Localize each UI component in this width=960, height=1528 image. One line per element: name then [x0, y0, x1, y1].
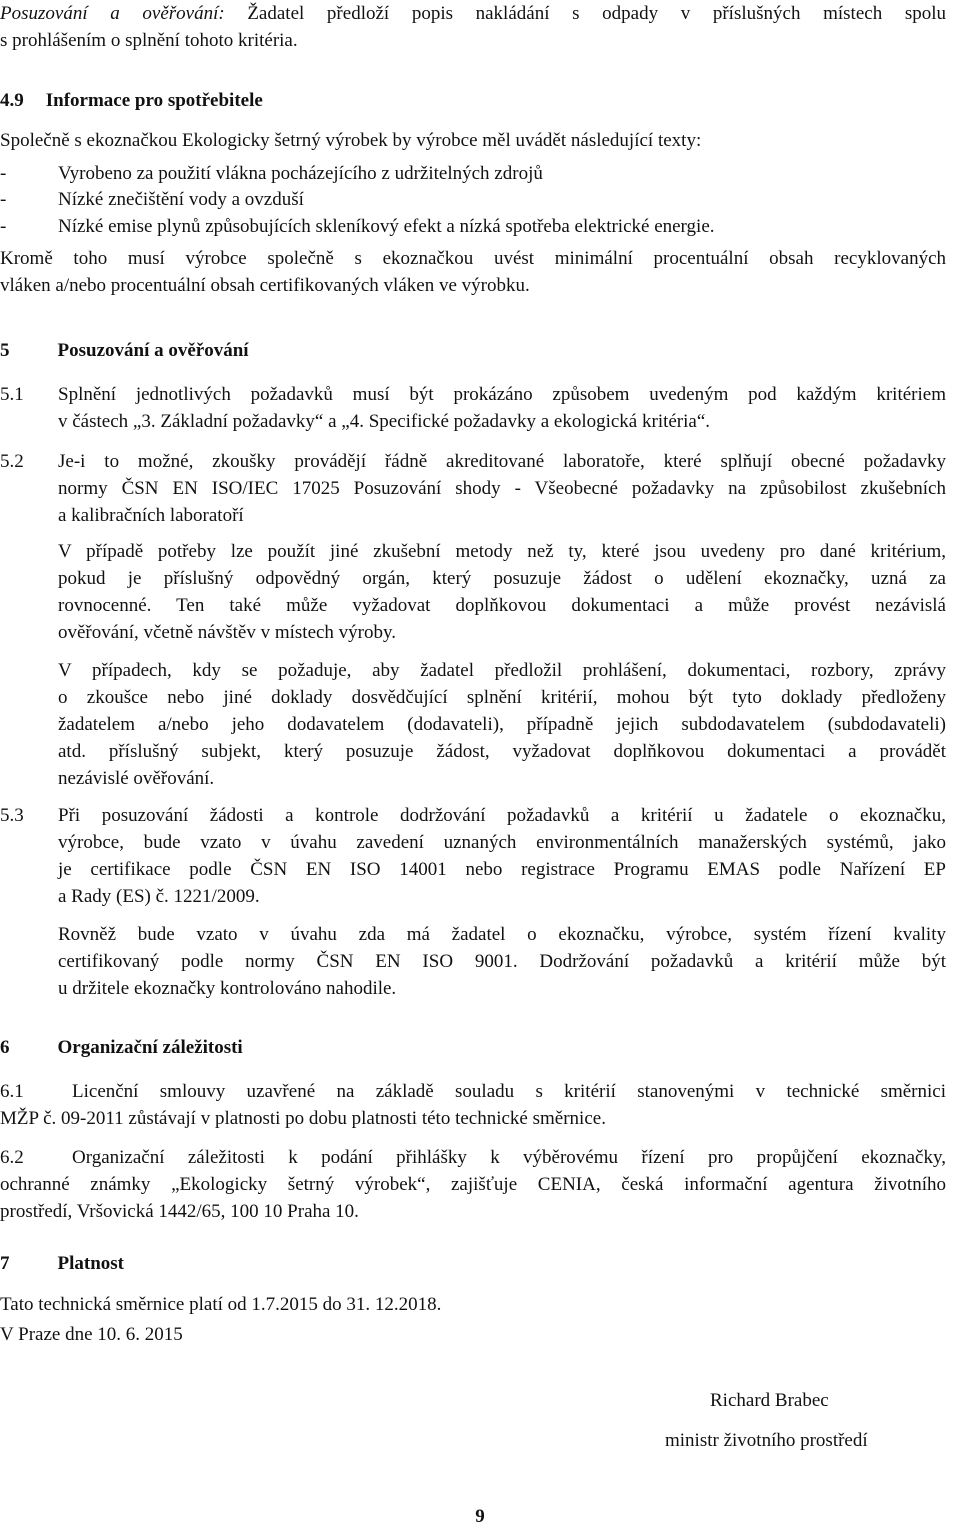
- section-5-heading: 5 Posuzování a ověřování: [0, 340, 249, 361]
- section-6-heading: 6 Organizační záležitosti: [0, 1037, 243, 1058]
- clause-5-2-paragraph-3: V případech, kdy se požaduje, aby žadatel předložil prohlášení, dokumentaci, rozbory, zprávy o zkoušce nebo jiné doklady dosvědčující splnění kritérií, mohou být tyto doklady předloženy žadatelem a/nebo jeho dodavatelem (dodavateli), případně jejich subdodavatelem (subdodavateli) atd. příslušný subjekt, který posuzuje žádost, vyžadovat doplňkovou dokumentaci a provádět nezávislé ověřování.: [58, 660, 946, 789]
- section-4-9-heading: [0, 90, 263, 112]
- validity-text: Tato technická směrnice platí od 1.7.2015 do 31. 12.2018.: [0, 1294, 442, 1315]
- section-4-9-extra-line-2: vláken a/nebo procentuální obsah certifikovaných vláken ve výrobku.: [0, 275, 530, 296]
- signatory-title: ministr životního prostředí: [665, 1430, 868, 1451]
- clause-number: 5.3: [0, 805, 24, 826]
- assessment-label: Posuzování a ověřování:: [0, 3, 225, 24]
- clause-5-3-text: Při posuzování žádosti a kontrole dodržování požadavků a kritérií u žadatele o ekoznačku, výrobce, bude vzato v úvahu zavedení uznaných environmentálních manažerských systémů, jako je certifikace podle ČSN EN ISO 14001 nebo registrace Programu EMAS podle Nařízení EP a Rady (ES) č. 1221/2009.: [58, 805, 946, 907]
- bullet-item: - Vyrobeno za použití vlákna pocházejícího z udržitelných zdrojů: [0, 163, 543, 184]
- page-number: 9: [475, 1506, 485, 1527]
- clause-6-2-line-2: ochranné známky „Ekologicky šetrný výrobek“, zajišťuje CENIA, česká informační agentura životního: [0, 1174, 946, 1195]
- place-date: V Praze dne 10. 6. 2015: [0, 1324, 183, 1345]
- clause-6-2-line-1: 6.2 Organizační záležitosti k podání přihlášky k výběrovému řízení pro propůjčení ekoznačky,: [0, 1147, 946, 1168]
- section-7-heading: 7 Platnost: [0, 1253, 124, 1274]
- section-title: Informace pro spotřebitele: [45, 90, 263, 111]
- clause-6-1-line-2: MŽP č. 09-2011 zůstávají v platnosti po dobu platnosti této technické směrnice.: [0, 1108, 606, 1129]
- assessment-text-1: Žadatel předloží popis nakládání s odpady v příslušných místech spolu: [247, 3, 947, 24]
- clause-5-2-paragraph-2: V případě potřeby lze použít jiné zkušební metody než ty, které jsou uvedeny pro dané kritérium, pokud je příslušný odpovědný orgán, který posuzuje žádost o udělení ekoznačky, uzná za rovnocenné. Ten také může vyžadovat doplňkovou dokumentaci a může provést nezávislá ověřování, včetně návštěv v místech výroby.: [58, 541, 946, 643]
- clause-6-2-line-3: prostředí, Vršovická 1442/65, 100 10 Praha 10.: [0, 1201, 359, 1222]
- clause-5-3-paragraph-2: Rovněž bude vzato v úvahu zda má žadatel o ekoznačku, výrobce, systém řízení kvality certifikovaný podle normy ČSN EN ISO 9001. Dodržování požadavků a kritérií může být u držitele ekoznačky kontrolováno nahodile.: [58, 924, 946, 999]
- clause-6-1-line-1: 6.1 Licenční smlouvy uzavřené na základě souladu s kritérií stanovenými v technické směrnici: [0, 1081, 946, 1102]
- section-number: 4.9: [0, 90, 24, 111]
- section-4-9-extra-line-1: Kromě toho musí výrobce společně s ekoznačkou uvést minimální procentuální obsah recyklovaných: [0, 248, 946, 269]
- clause-number: 5.2: [0, 451, 24, 472]
- bullet-item: - Nízké emise plynů způsobujících skleníkový efekt a nízká spotřeba elektrické energie.: [0, 216, 715, 237]
- clause-5-1-text: Splnění jednotlivých požadavků musí být prokázáno způsobem uvedeným pod každým kritériem v částech „3. Základní požadavky“ a „4. Specifické požadavky a ekologická kritéria“.: [58, 384, 946, 432]
- section-4-9-intro: Společně s ekoznačkou Ekologicky šetrný výrobek by výrobce měl uvádět následující texty:: [0, 130, 702, 151]
- bullet-item: - Nízké znečištění vody a ovzduší: [0, 189, 304, 210]
- assessment-line-2: s prohlášením o splnění tohoto kritéria.: [0, 30, 298, 51]
- clause-5-2-text: Je-i to možné, zkoušky provádějí řádně akreditované laboratoře, které splňují obecné požadavky normy ČSN EN ISO/IEC 17025 Posuzování shody - Všeobecné požadavky na způsobilost zkušebních a kalibračních laboratoří: [58, 451, 946, 526]
- assessment-line-1: [0, 3, 946, 25]
- clause-number: 5.1: [0, 384, 24, 405]
- signatory-name: Richard Brabec: [710, 1390, 829, 1411]
